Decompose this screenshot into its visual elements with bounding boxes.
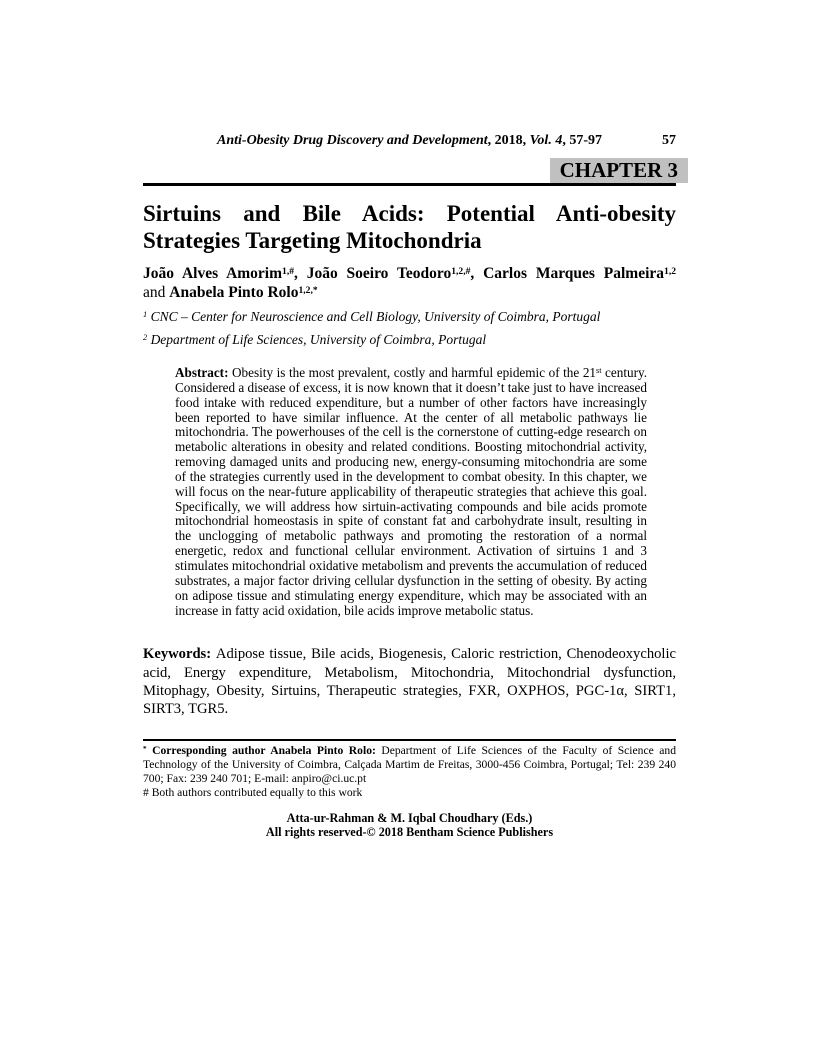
editors-line: Atta-ur-Rahman & M. Iqbal Choudhary (Eds.) (286, 811, 533, 826)
book-footer (143, 812, 676, 839)
abstract: Abstract: Obesity is the most prevalent, costly and harmful epidemic of the 21st century. Considered a disease of excess, it is now known that it doesn’t take just to have increased food intake with reduced expenditure, but a number of other factors have increasingly been reported to have similar influence. At the center of all metabolic pathways lie mitochondria. The powerhouses of the cell is the cornerstone of cutting-edge research on metabolic alterations in obesity and related conditions. Boosting mitochondrial activity, removing damaged units and producing new, energy-consuming mitochondria are some of the strategies currently used in the development to combat obesity. In this chapter, we will focus on the near-future applicability of therapeutic strategies that achieve this goal. Specifically, we will address how sirtuin-activating compounds and bile acids promote mitochondrial homeostasis in spite of constant fat and carbohydrate insult, resulting in the unclogging of metabolic pathways and promoting the restoration of a normal energetic, redox and functional cellular environment. Activation of sirtuins 1 and 3 stimulates mitochondrial oxidative metabolism and prevents the accumulation of reduced substrates, a major factor driving cellular dysfunction in the setting of obesity. By acting on adipose tissue and stimulating energy expenditure, which may be associated with an increase in fatty acid oxidation, bile acids improve metabolic status. (175, 365, 648, 618)
chapter-heading-row (143, 158, 676, 186)
chapter-title-line-2: Strategies Targeting Mitochondria (143, 227, 482, 253)
running-head (143, 133, 676, 148)
footnotes (143, 739, 676, 799)
affiliation-1: $^1$ CNC – Center for Neuroscience and Cell Biology, University of Coimbra, Portugal (143, 309, 601, 324)
chapter-label: CHAPTER 3 (550, 158, 688, 183)
keywords: Keywords: Adipose tissue, Bile acids, Biogenesis, Caloric restriction, Chenodeoxycholic acid, Energy expenditure, Metabolism, Mitochondria, Mitochondrial dysfunction, Mitophagy, Obesity, Sirtuins, Therapeutic strategies, FXR, OXPHOS, PGC-1α, SIRT1, SIRT3, TGR5. (143, 646, 676, 717)
corresponding-author-note: * Corresponding author Anabela Pinto Rolo: Department of Life Sciences of the Faculty of Science and Technology of the University of Coimbra, Calçada Martim de Freitas, 3000-456 Coimbra, Portugal; Tel: 239 240 700; Fax: 239 240 701; E-mail: anpiro@ci.uc.pt (143, 744, 676, 785)
running-title: Anti-Obesity Drug Discovery and Development, 2018, Vol. 4, 57-97 (217, 133, 602, 148)
page-number: 57 (662, 133, 676, 148)
authors-line-1: João Alves Amorim$^{1,\#}$, João Soeiro Teodoro$^{1,2,\#}$, Carlos Marques Palmeira$^{1,2}$ (143, 265, 677, 282)
chapter-title (143, 201, 676, 254)
equal-contribution-note: # Both authors contributed equally to this work (143, 785, 363, 799)
authors (143, 264, 676, 302)
affiliation-2: $^2$ Department of Life Sciences, University of Coimbra, Portugal (143, 332, 487, 347)
copyright-line: All rights reserved-© 2018 Bentham Science Publishers (265, 824, 554, 839)
chapter-title-line-1: Sirtuins and Bile Acids: Potential Anti-obesity (143, 201, 676, 226)
authors-line-2: and Anabela Pinto Rolo$^{1,2,*}$ (143, 284, 318, 301)
